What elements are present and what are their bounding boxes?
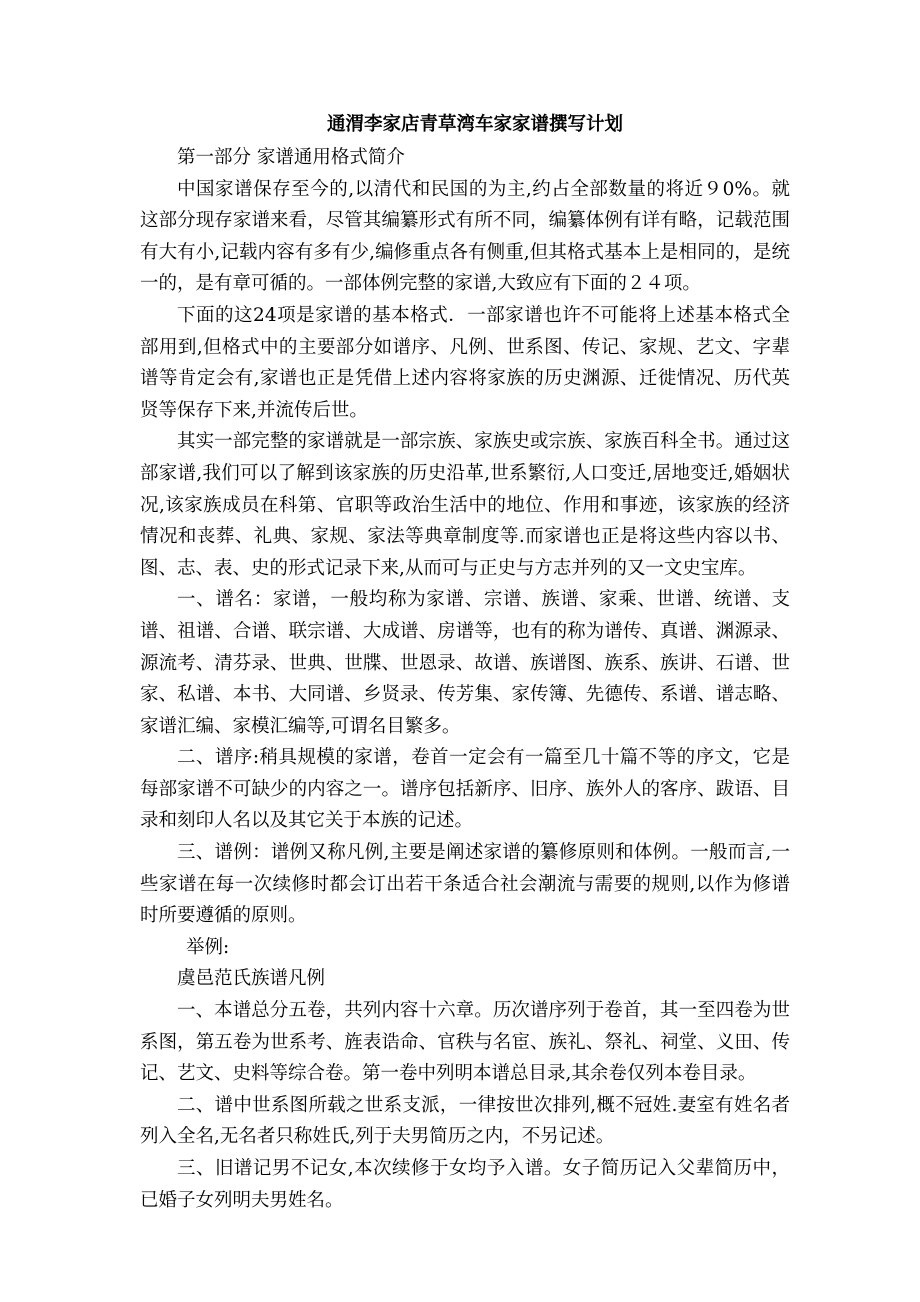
example-title: 虞邑范氏族谱凡例 [177,968,326,990]
paragraph-intro: 中国家谱保存至今的,以清代和民国的为主,约占全部数量的将近９0%。就这部分现存家谱来看，尽管其编纂形式有所不同，编纂体例有详有略，记载范围有大有小,记载内容有多有少,编修重点各有侧重,但其格式基本上是相同的，是统一的，是有章可循的。一部体例完整的家谱,大致应有下面的２４项。 [140,178,790,295]
example-paragraph-3: 三、旧谱记男不记女,本次续修于女均予入谱。女子简历记入父辈简历中，已婚子女列明夫男姓名。 [140,1158,790,1211]
document-body [140,108,790,1216]
paragraph-basic-format: 下面的这24项是家谱的基本格式．一部家谱也许不可能将上述基本格式全部用到,但格式中的主要部分如谱序、凡例、世系图、传记、家规、艺文、字辈谱等肯定会有,家谱也正是凭借上述内容将家族的历史渊源、迁徙情况、历代英贤等保存下来,并流传后世。 [140,304,790,421]
example-paragraph-2: 二、谱中世系图所载之世系支派，一律按世次排列,概不冠姓.妻室有姓名者列入全名,无名者只称姓氏,列于夫男简历之内，不另记述。 [140,1094,790,1148]
paragraph-genealogy-names: 一、谱名：家谱，一般均称为家谱、宗谱、族谱、家乘、世谱、统谱、支谱、祖谱、合谱、联宗谱、大成谱、房谱等，也有的称为谱传、真谱、渊源录、源流考、清芬录、世典、世牒、世恩录、故谱、族谱图、族系、族讲、石谱、世家、私谱、本书、大同谱、乡贤录、传芳集、家传簿、先德传、系谱、谱志略、家谱汇编、家模汇编等,可谓名目繁多。 [140,589,790,737]
document-title: 通渭李家店青草湾车家家谱撰写计划 [326,114,623,135]
paragraph-genealogy-rules: 三、谱例：谱例又称凡例,主要是阐述家谱的纂修原则和体例。一般而言,一些家谱在每一次续修时都会订出若干条适合社会潮流与需要的规则,以作为修谱时所要遵循的原则。 [140,842,790,927]
section-heading: 第一部分 家谱通用格式简介 [177,147,405,168]
paragraph-genealogy-preface: 二、谱序:稍具规模的家谱，卷首一定会有一篇至几十篇不等的序文，它是每部家谱不可缺少的内容之一。谱序包括新序、旧序、族外人的客序、跋语、目录和刻印人名以及其它关于本族的记述。 [140,747,790,832]
example-paragraph-1: 一、本谱总分五卷，共列内容十六章。历次谱序列于卷首，其一至四卷为世系图，第五卷为世系考、旌表诰命、官秩与名宦、族礼、祭礼、祠堂、义田、传记、艺文、史料等综合卷。第一卷中列明本谱总目录,其余卷仅列本卷目录。 [140,1000,790,1085]
example-label: 举例: [186,936,230,958]
paragraph-encyclopedia: 其实一部完整的家谱就是一部宗族、家族史或宗族、家族百科全书。通过这部家谱,我们可以了解到该家族的历史沿革,世系繁衍,人口变迁,居地变迁,婚姻状况,该家族成员在科第、官职等政治生活中的地位、作用和事迹，该家族的经济情况和丧葬、礼典、家规、家法等典章制度等.而家谱也正是将这些内容以书、图、志、表、史的形式记录下来,从而可与正史与方志并列的又一文史宝库。 [140,431,790,579]
